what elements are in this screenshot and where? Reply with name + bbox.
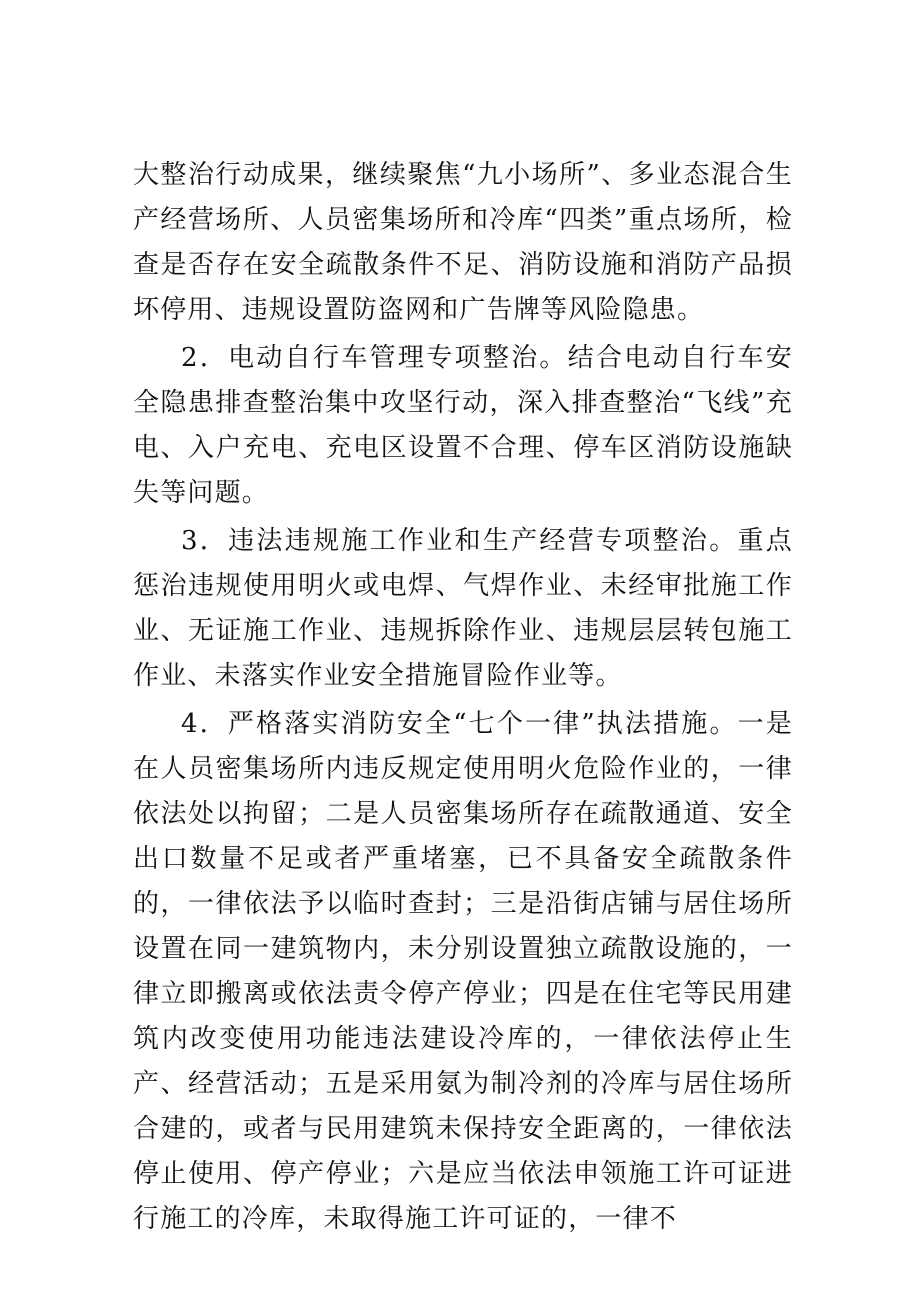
paragraph-item-4: 4．严格落实消防安全“七个一律”执法措施。一是在人员密集场所内违反规定使用明火危险作业的，一律依法处以拘留；二是人员密集场所存在疏散通道、安全出口数量不足或者严重堵塞，已不具备安全疏散条件的，一律依法予以临时查封；三是沿街店铺与居住场所设置在同一建筑物内，未分别设置独立疏散设施的，一律立即搬离或依法责令停产停业；四是在住宅等民用建筑内改变使用功能违法建设冷库的，一律依法停止生产、经营活动；五是采用氨为制冷剂的冷库与居住场所合建的，或者与民用建筑未保持安全距离的，一律依法停止使用、停产停业；六是应当依法申领施工许可证进行施工的冷库，未取得施工许可证的，一律不 [133,709,793,1234]
paragraph-item-3: 3．违法违规施工作业和生产经营专项整治。重点惩治违规使用明火或电焊、气焊作业、未经审批施工作业、无证施工作业、违规拆除作业、违规层层转包施工作业、未落实作业安全措施冒险作业等。 [133,526,793,691]
paragraph-item-2: 2．电动自行车管理专项整治。结合电动自行车安全隐患排查整治集中攻坚行动，深入排查整治“飞线”充电、入户充电、充电区设置不合理、停车区消防设施缺失等问题。 [133,343,793,508]
document-body [133,153,793,1242]
paragraph-continuation: 大整治行动成果，继续聚焦“九小场所”、多业态混合生产经营场所、人员密集场所和冷库“四类”重点场所，检查是否存在安全疏散条件不足、消防设施和消防产品损坏停用、违规设置防盗网和广告牌等风险隐患。 [133,160,793,325]
